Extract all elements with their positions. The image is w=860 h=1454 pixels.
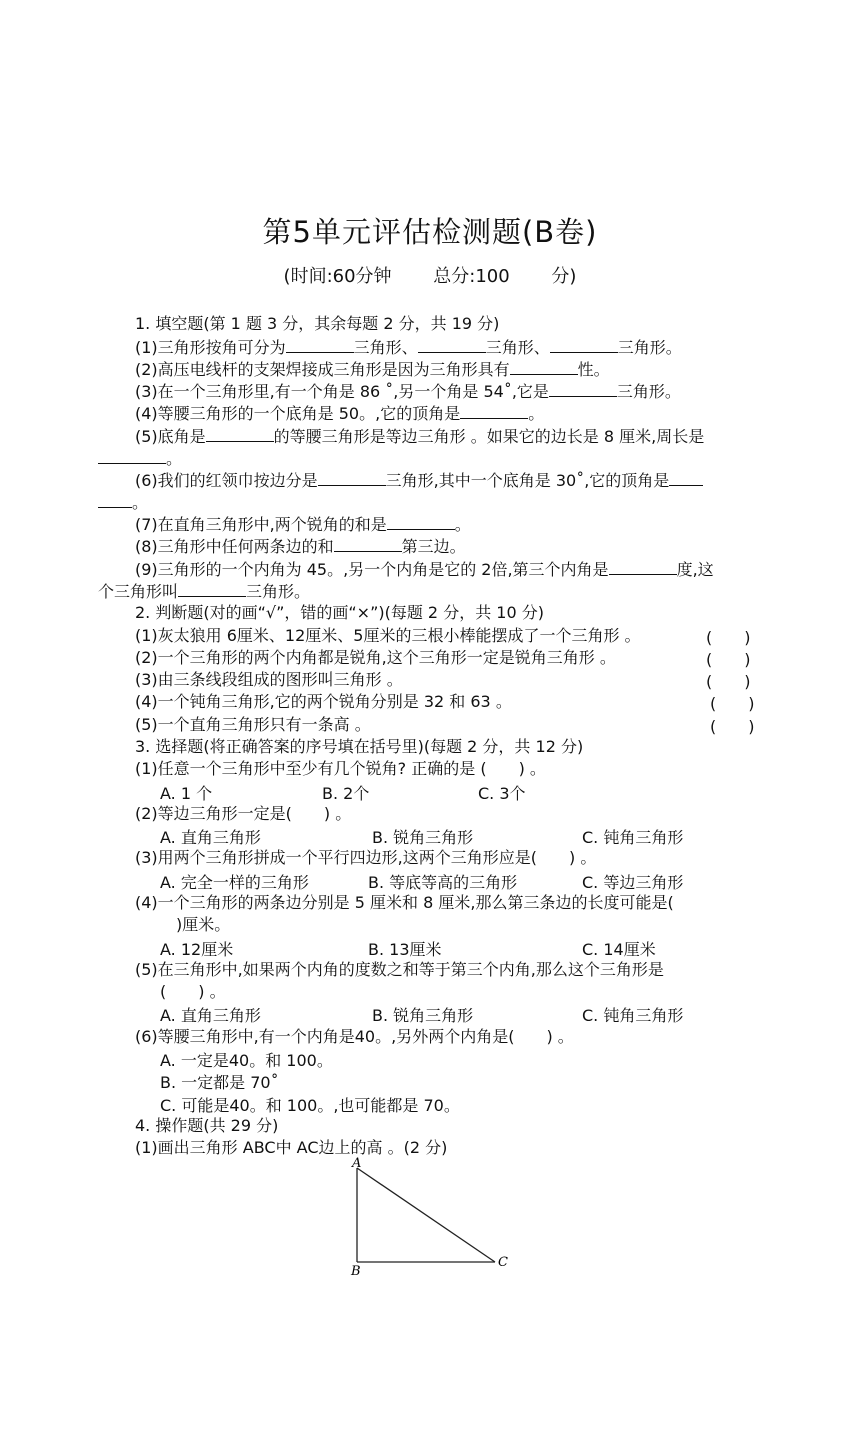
- fill-q3-text: (3)在一个三角形里,有一个角是 86 ˚,另一个角是 54˚,它是: [135, 382, 549, 401]
- answer-parentheses[interactable]: ( ): [710, 694, 755, 713]
- choice-option-a[interactable]: A. 1 个: [160, 784, 213, 803]
- fill-q9-text: (9)三角形的一个内角为 45。,另一个内角是它的 2倍,第三个内角是: [135, 560, 609, 579]
- fill-q8-text: (8)三角形中任何两条边的和: [135, 537, 334, 556]
- choice-option-a[interactable]: A. 直角三角形: [160, 1006, 261, 1025]
- answer-blank[interactable]: [669, 469, 703, 486]
- fill-q9-text: 度,这: [676, 560, 714, 579]
- choice-option-c[interactable]: C. 3个: [478, 784, 526, 803]
- answer-blank[interactable]: [98, 447, 166, 464]
- choice-option-c[interactable]: C. 可能是40。和 100。,也可能都是 70。: [160, 1096, 460, 1115]
- judge-item: (4)一个钝角三角形,它的两个锐角分别是 32 和 63 。: [135, 692, 512, 711]
- fill-q1-text: (1)三角形按角可分为: [135, 338, 286, 357]
- choice-option-b[interactable]: B. 一定都是 70˚: [160, 1073, 279, 1092]
- judge-item: (5)一个直角三角形只有一条高 。: [135, 715, 371, 734]
- fill-q5-text: 的等腰三角形是等边三角形 。如果它的边长是 8 厘米,周长是: [273, 427, 705, 446]
- choice-q6-stem: (6)等腰三角形中,有一个内角是40。,另外两个内角是( ) 。: [135, 1027, 574, 1046]
- choice-option-a[interactable]: A. 完全一样的三角形: [160, 873, 309, 892]
- choice-option-a[interactable]: A. 直角三角形: [160, 828, 261, 847]
- choice-option-c[interactable]: C. 钝角三角形: [582, 1006, 684, 1025]
- choice-q2-stem: (2)等边三角形一定是( ) 。: [135, 804, 352, 823]
- fill-q6-text: 。: [132, 493, 149, 512]
- choice-option-a[interactable]: A. 12厘米: [160, 940, 234, 959]
- fill-q4-text: (4)等腰三角形的一个底角是 50。,它的顶角是: [135, 404, 461, 423]
- answer-blank[interactable]: [318, 469, 386, 486]
- choice-q5-stem-cont: ( ) 。: [160, 982, 226, 1001]
- fill-q7-text: (7)在直角三角形中,两个锐角的和是: [135, 515, 387, 534]
- answer-parentheses[interactable]: ( ): [706, 628, 751, 647]
- fill-q6-text: (6)我们的红领巾按边分是: [135, 471, 318, 490]
- judge-item: (3)由三条线段组成的图形叫三角形 。: [135, 670, 403, 689]
- fill-q8-text: 第三边。: [401, 537, 466, 556]
- fill-q1-text: 三角形。: [617, 338, 682, 357]
- fill-q3: [135, 380, 681, 403]
- answer-blank[interactable]: [178, 580, 246, 597]
- vertex-label-b: B: [351, 1264, 361, 1279]
- answer-parentheses[interactable]: ( ): [710, 717, 755, 736]
- section4-heading: 4. 操作题(共 29 分): [135, 1116, 279, 1135]
- fill-q2-text: 性。: [577, 360, 610, 379]
- choice-option-b[interactable]: B. 2个: [322, 784, 370, 803]
- triangle-abc-figure: [340, 1152, 520, 1282]
- vertex-label-a: A: [352, 1156, 362, 1171]
- fill-q5-cont: [98, 447, 182, 470]
- answer-blank[interactable]: [387, 513, 455, 530]
- fill-q3-text: 三角形。: [616, 382, 681, 401]
- fill-q8: [135, 535, 466, 558]
- fill-q6-cont: [98, 491, 148, 514]
- answer-blank[interactable]: [510, 358, 578, 375]
- fill-q7: [135, 513, 471, 536]
- answer-blank[interactable]: [550, 336, 618, 353]
- fill-q9-text: 三角形。: [246, 582, 311, 601]
- section2-heading: 2. 判断题(对的画“√”，错的画“×”)(每题 2 分，共 10 分): [135, 603, 544, 622]
- choice-q3-stem: (3)用两个三角形拼成一个平行四边形,这两个三角形应是( ) 。: [135, 848, 597, 867]
- choice-option-a[interactable]: A. 一定是40。和 100。: [160, 1051, 333, 1070]
- fill-q5-text: (5)底角是: [135, 427, 206, 446]
- fill-q1-text: 三角形、: [485, 338, 550, 357]
- fill-q7-text: 。: [454, 515, 471, 534]
- section3-heading: 3. 选择题(将正确答案的序号填在括号里)(每题 2 分，共 12 分): [135, 737, 584, 756]
- judge-item: (2)一个三角形的两个内角都是锐角,这个三角形一定是锐角三角形 。: [135, 648, 616, 667]
- fill-q5-text: 。: [166, 449, 183, 468]
- choice-q4-stem-cont: )厘米。: [176, 915, 231, 934]
- fill-q1-text: 三角形、: [353, 338, 418, 357]
- fill-q2-text: (2)高压电线杆的支架焊接成三角形是因为三角形具有: [135, 360, 510, 379]
- fill-q1: [135, 336, 682, 359]
- fill-q6-text: 三角形,其中一个底角是 30˚,它的顶角是: [385, 471, 670, 490]
- answer-blank[interactable]: [206, 425, 274, 442]
- answer-blank[interactable]: [286, 336, 354, 353]
- page-subtitle: (时间:60分钟 总分:100 分): [283, 266, 577, 287]
- fill-q4-text: 。: [528, 404, 545, 423]
- vertex-label-c: C: [498, 1255, 508, 1270]
- choice-option-c[interactable]: C. 钝角三角形: [582, 828, 684, 847]
- section1-heading: 1. 填空题(第 1 题 3 分，其余每题 2 分，共 19 分): [135, 314, 500, 333]
- fill-q9-text: 个三角形叫: [98, 582, 179, 601]
- choice-option-b[interactable]: B. 锐角三角形: [372, 1006, 474, 1025]
- choice-option-c[interactable]: C. 等边三角形: [582, 873, 684, 892]
- side-ac: [357, 1168, 495, 1262]
- answer-parentheses[interactable]: ( ): [706, 672, 751, 691]
- choice-option-b[interactable]: B. 等底等高的三角形: [368, 873, 518, 892]
- answer-blank[interactable]: [460, 402, 528, 419]
- page-title: 第5单元评估检测题(B卷): [262, 215, 598, 249]
- fill-q4: [135, 402, 544, 425]
- choice-q1-stem: (1)任意一个三角形中至少有几个锐角? 正确的是 ( ) 。: [135, 759, 546, 778]
- fill-q9-cont: [98, 580, 310, 603]
- answer-blank[interactable]: [334, 535, 402, 552]
- fill-q5: [135, 425, 704, 448]
- answer-blank[interactable]: [98, 491, 132, 508]
- answer-blank[interactable]: [549, 380, 617, 397]
- answer-blank[interactable]: [418, 336, 486, 353]
- answer-blank[interactable]: [609, 558, 677, 575]
- operation-q1: (1)画出三角形 ABC中 AC边上的高 。(2 分): [135, 1138, 448, 1157]
- fill-q2: [135, 358, 610, 381]
- answer-parentheses[interactable]: ( ): [706, 650, 751, 669]
- choice-q4-stem: (4)一个三角形的两条边分别是 5 厘米和 8 厘米,那么第三条边的长度可能是(: [135, 893, 674, 912]
- choice-option-b[interactable]: B. 锐角三角形: [372, 828, 474, 847]
- fill-q9: [135, 558, 714, 581]
- choice-option-b[interactable]: B. 13厘米: [368, 940, 442, 959]
- choice-option-c[interactable]: C. 14厘米: [582, 940, 656, 959]
- judge-item: (1)灰太狼用 6厘米、12厘米、5厘米的三根小棒能摆成了一个三角形 。: [135, 626, 641, 645]
- choice-q5-stem: (5)在三角形中,如果两个内角的度数之和等于第三个内角,那么这个三角形是: [135, 960, 664, 979]
- fill-q6: [135, 469, 703, 492]
